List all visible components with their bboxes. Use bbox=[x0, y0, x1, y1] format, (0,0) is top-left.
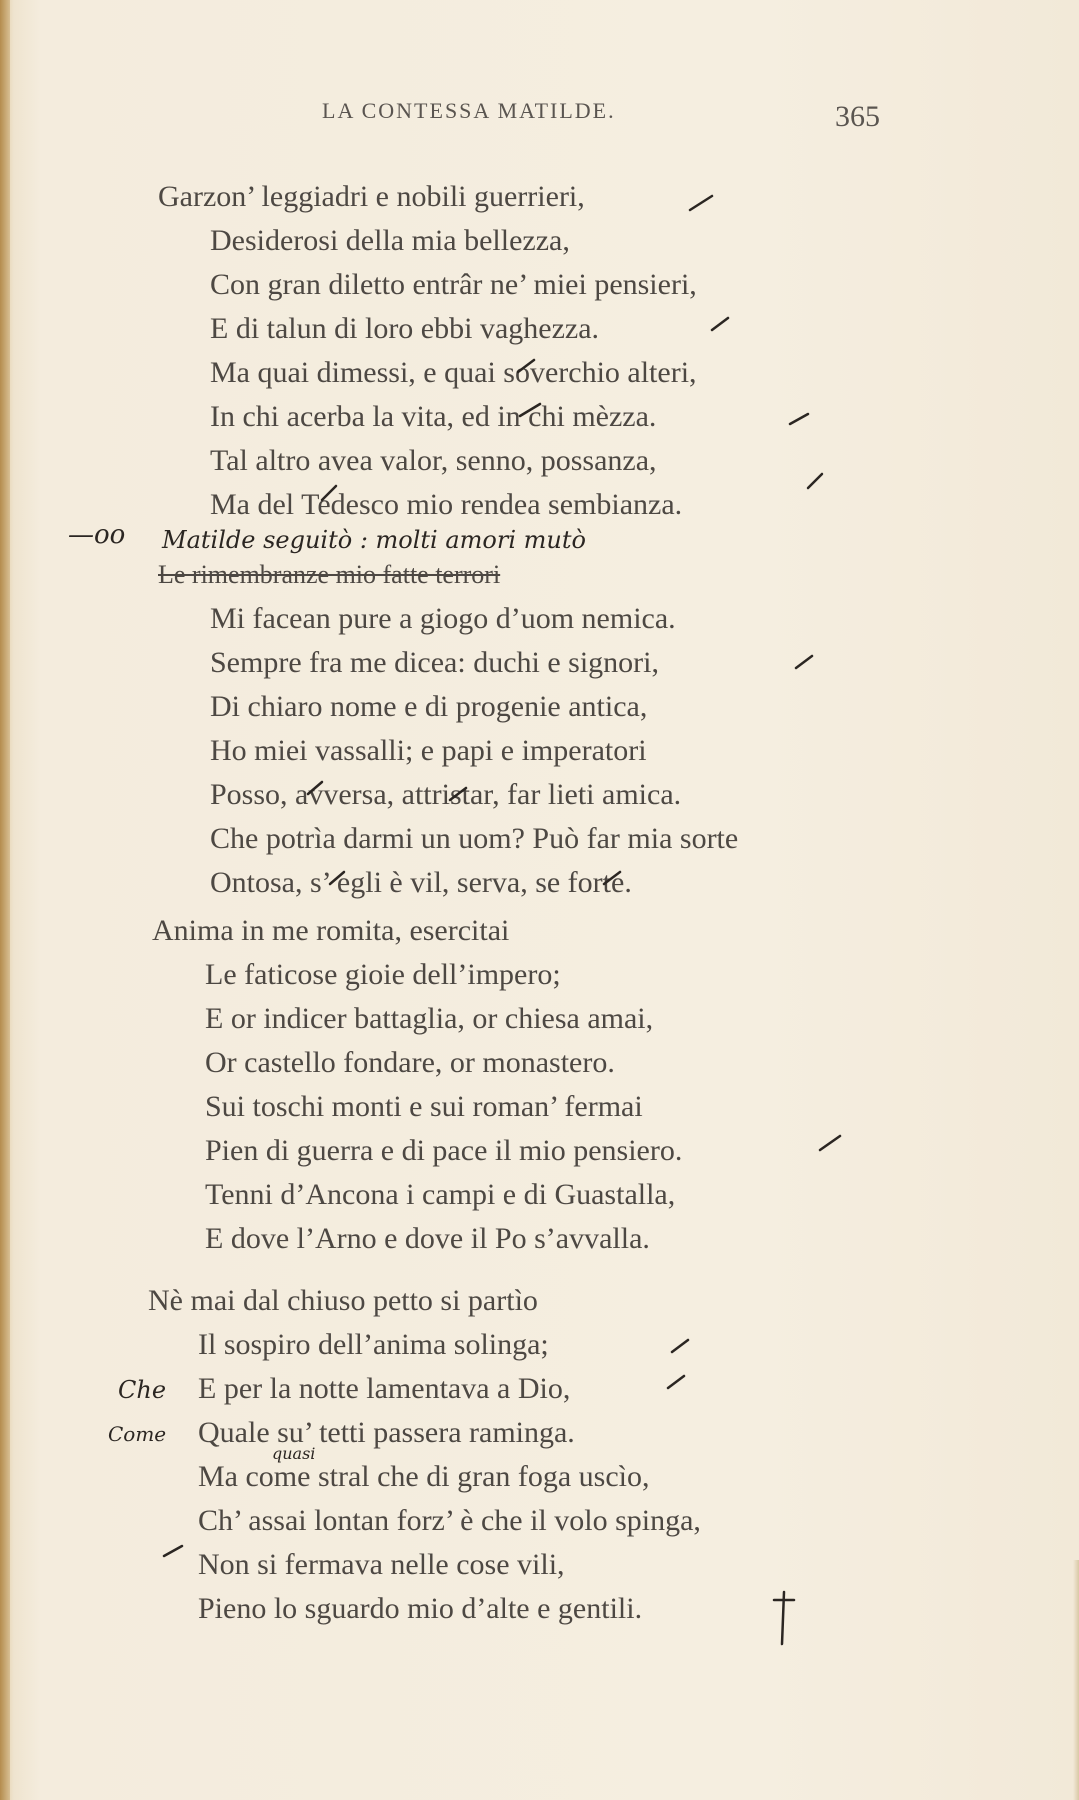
verse-line: Ma come stral che di gran foga uscìo, bbox=[198, 1460, 650, 1493]
verse-line: Di chiaro nome e di progenie antica, bbox=[210, 690, 648, 723]
verse-line: Anima in me romita, esercitai bbox=[152, 914, 510, 947]
running-head: LA CONTESSA MATILDE. bbox=[322, 98, 616, 123]
margin-note: Che bbox=[118, 1376, 167, 1404]
verse-line: Pieno lo sguardo mio d’alte e gentili. bbox=[198, 1592, 643, 1625]
verse-line: Ch’ assai lontan forz’ è che il volo spinga, bbox=[198, 1504, 701, 1537]
verse-line: Nè mai dal chiuso petto si partìo bbox=[148, 1284, 538, 1317]
verse-line: Con gran diletto entrâr ne’ miei pensieri, bbox=[210, 268, 697, 301]
verse-line: E di talun di loro ebbi vaghezza. bbox=[210, 312, 600, 345]
verse-line: E per la notte lamentava a Dio, bbox=[198, 1372, 571, 1405]
verse-line: Posso, avversa, attristar, far lieti amica. bbox=[210, 778, 682, 811]
verse-line: Ontosa, s’ egli è vil, serva, se forte. bbox=[210, 866, 632, 899]
verse-line: Sempre fra me dicea: duchi e signori, bbox=[210, 646, 660, 679]
verse-line: Or castello fondare, or monastero. bbox=[205, 1046, 615, 1079]
struck-line: Le rimembranze mio fatte terrori bbox=[158, 560, 501, 589]
verse-line: Le faticose gioie dell’impero; bbox=[205, 958, 561, 991]
verse-line: E dove l’Arno e dove il Po s’avvalla. bbox=[205, 1222, 650, 1255]
verse-line: Ho miei vassalli; e papi e imperatori bbox=[210, 734, 647, 767]
verse-line: Ma del Tedesco mio rendea sembianza. bbox=[210, 488, 683, 521]
verse-line: Sui toschi monti e sui roman’ fermai bbox=[205, 1090, 643, 1123]
verse-line: Mi facean pure a giogo d’uom nemica. bbox=[210, 602, 676, 635]
verse-line: Che potrìa darmi un uom? Può far mia sorte bbox=[210, 822, 739, 855]
verse-line: E or indicer battaglia, or chiesa amai, bbox=[205, 1002, 654, 1035]
verse-line: Quale su’ tetti passera raminga. bbox=[198, 1416, 575, 1449]
page-number: 365 bbox=[835, 100, 880, 133]
margin-mark: —oo bbox=[68, 520, 126, 550]
verse-line: Tal altro avea valor, senno, possanza, bbox=[210, 444, 657, 477]
verse-line: In chi acerba la vita, ed in chi mèzza. bbox=[210, 400, 657, 433]
verse-line: Non si fermava nelle cose vili, bbox=[198, 1548, 565, 1581]
interlinear-note: quasi bbox=[272, 1444, 316, 1463]
verse-line: Il sospiro dell’anima solinga; bbox=[198, 1328, 549, 1361]
margin-note: Come bbox=[108, 1422, 167, 1446]
verse-line: Desiderosi della mia bellezza, bbox=[210, 224, 570, 257]
verse-line: Tenni d’Ancona i campi e di Guastalla, bbox=[205, 1178, 676, 1211]
handwritten-correction: Matilde seguitò : molti amori mutò bbox=[162, 526, 586, 554]
verse-line: Pien di guerra e di pace il mio pensiero. bbox=[205, 1134, 683, 1167]
verse-line: Garzon’ leggiadri e nobili guerrieri, bbox=[158, 180, 585, 213]
verse-line: Ma quai dimessi, e quai soverchio alteri, bbox=[210, 356, 697, 389]
